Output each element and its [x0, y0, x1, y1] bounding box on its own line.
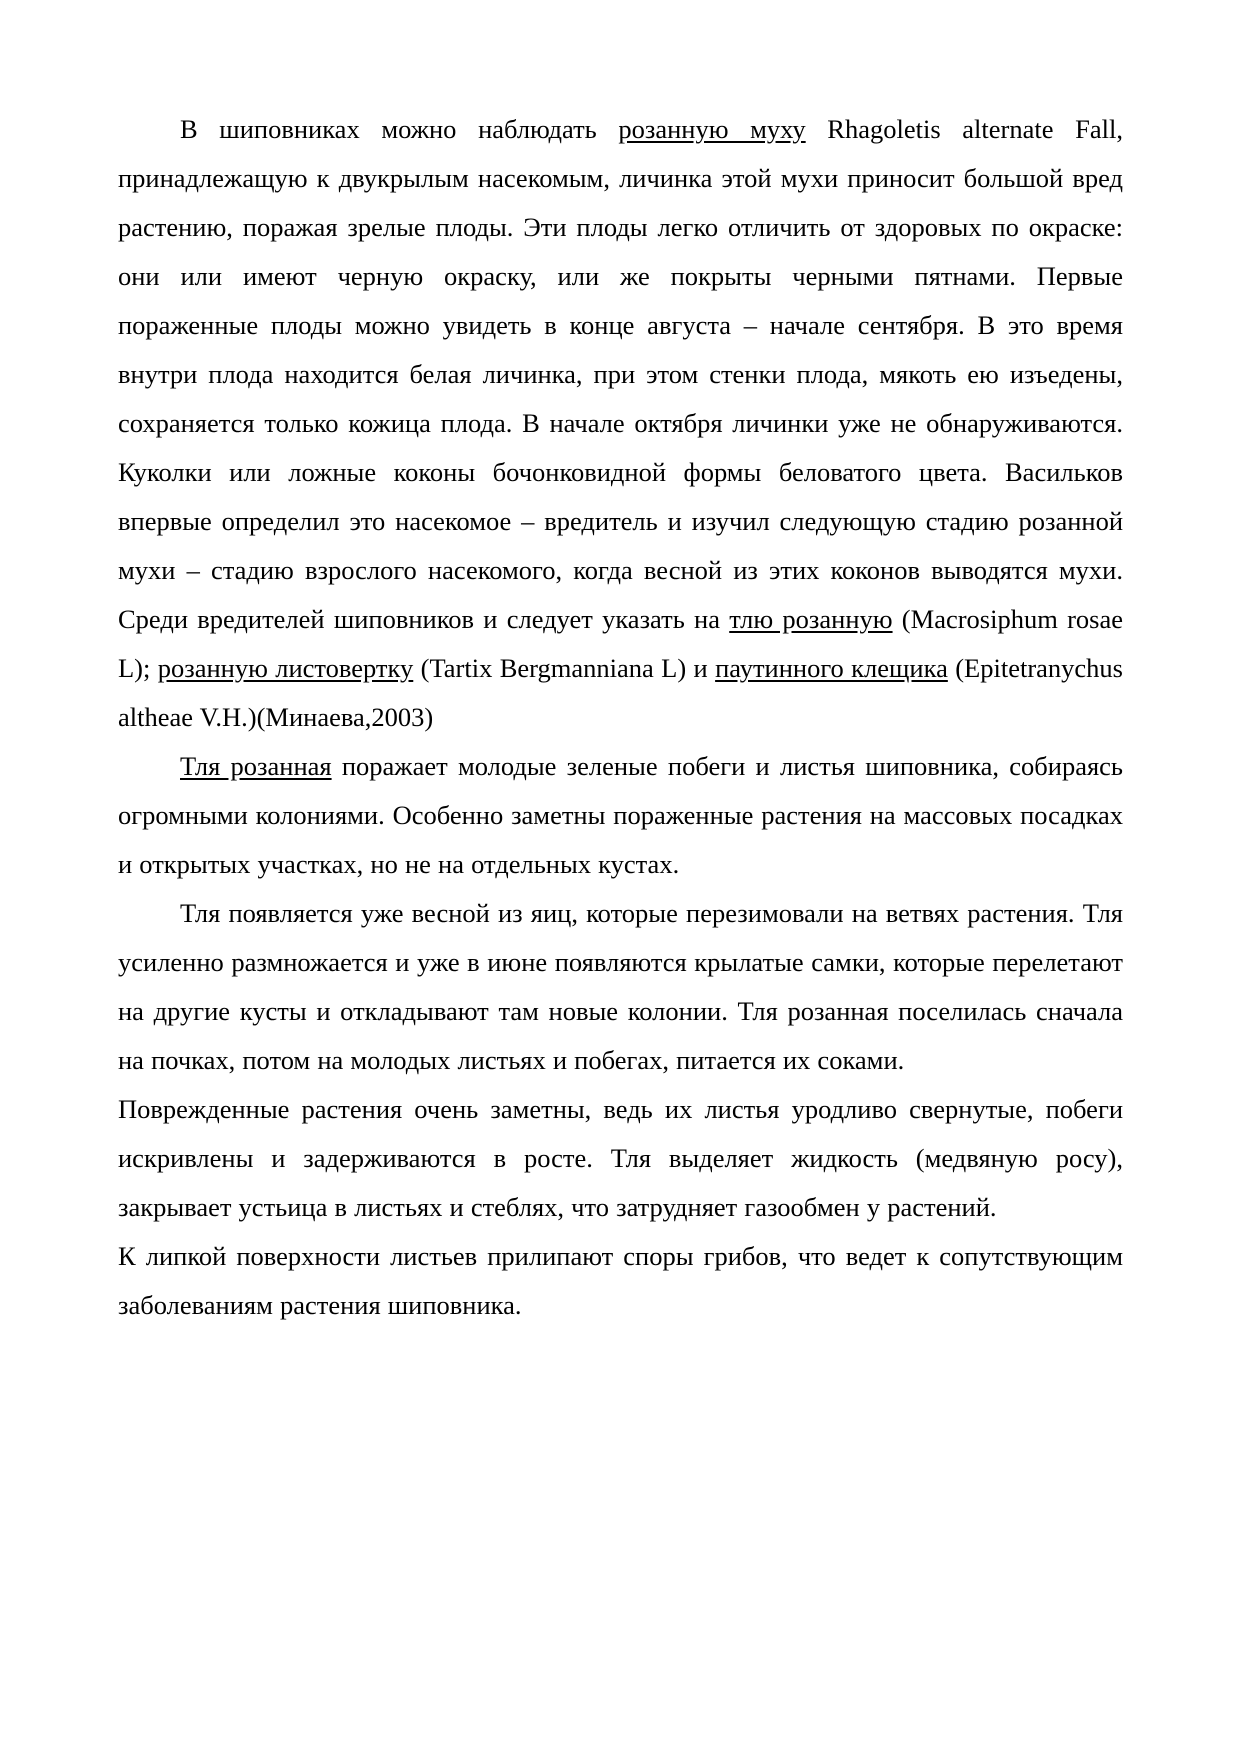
text-run: Тля появляется уже весной из яиц, которые перезимовали на ветвях растения. Тля усиленно размножается и уже в июне появляются крылатые самки, которые перелетают на другие кусты и откладывают там новые колонии. Тля розанная поселилась сначала на почках, потом на молодых листьях и побегах, питается их соками.: [118, 898, 1123, 1075]
text-run: В шиповниках можно наблюдать: [180, 114, 619, 144]
text-run: (Tartix Bergmanniana L) и: [413, 653, 716, 683]
underlined-term: Тля розанная: [180, 751, 332, 781]
paragraph: [118, 1232, 1123, 1330]
underlined-term: тлю розанную: [729, 604, 893, 634]
text-run: Rhagoletis alternate Fall, принадлежащую к двукрылым насекомым, личинка этой мухи приносит большой вред растению, поражая зрелые плоды. Эти плоды легко отличить от здоровых по окраске: они или имеют черную окраску, или же покрыты черными пятнами. Первые пораженные плоды можно увидеть в конце августа – начале сентября. В это время внутри плода находится белая личинка, при этом стенки плода, мякоть ею изъедены, сохраняется только кожица плода. В начале октября личинки уже не обнаруживаются. Куколки или ложные коконы бочонковидной формы беловатого цвета. Васильков впервые определил это насекомое – вредитель и изучил следующую стадию розанной мухи – стадию взрослого насекомого, когда весной из этих коконов выводятся мухи. Среди вредителей шиповников и следует указать на: [118, 114, 1123, 634]
text-run: поражает молодые зеленые побеги и листья шиповника, собираясь огромными колониями. Особенно заметны пораженные растения на массовых посадках и открытых участках, но не на отдельных кустах.: [118, 751, 1123, 879]
paragraph: [118, 889, 1123, 1085]
underlined-term: розанную листовертку: [157, 653, 414, 683]
paragraph: [118, 1085, 1123, 1232]
document-body: [118, 105, 1123, 1330]
text-run: Поврежденные растения очень заметны, ведь их листья уродливо свернутые, побеги искривлены и задерживаются в росте. Тля выделяет жидкость (медвяную росу), закрывает устьица в листьях и стеблях, что затрудняет газообмен у растений.: [118, 1094, 1123, 1222]
underlined-term: розанную муху: [618, 114, 806, 144]
text-run: (Macrosiphum rosae L);: [118, 604, 1123, 683]
paragraph: [118, 742, 1123, 889]
text-run: (Epitetranychus altheae V.H.)(Минаева,2003): [118, 653, 1123, 732]
underlined-term: паутинного клещика: [715, 653, 948, 683]
paragraph: [118, 105, 1123, 742]
text-run: К липкой поверхности листьев прилипают споры грибов, что ведет к сопутствующим заболеваниям растения шиповника.: [118, 1241, 1123, 1320]
